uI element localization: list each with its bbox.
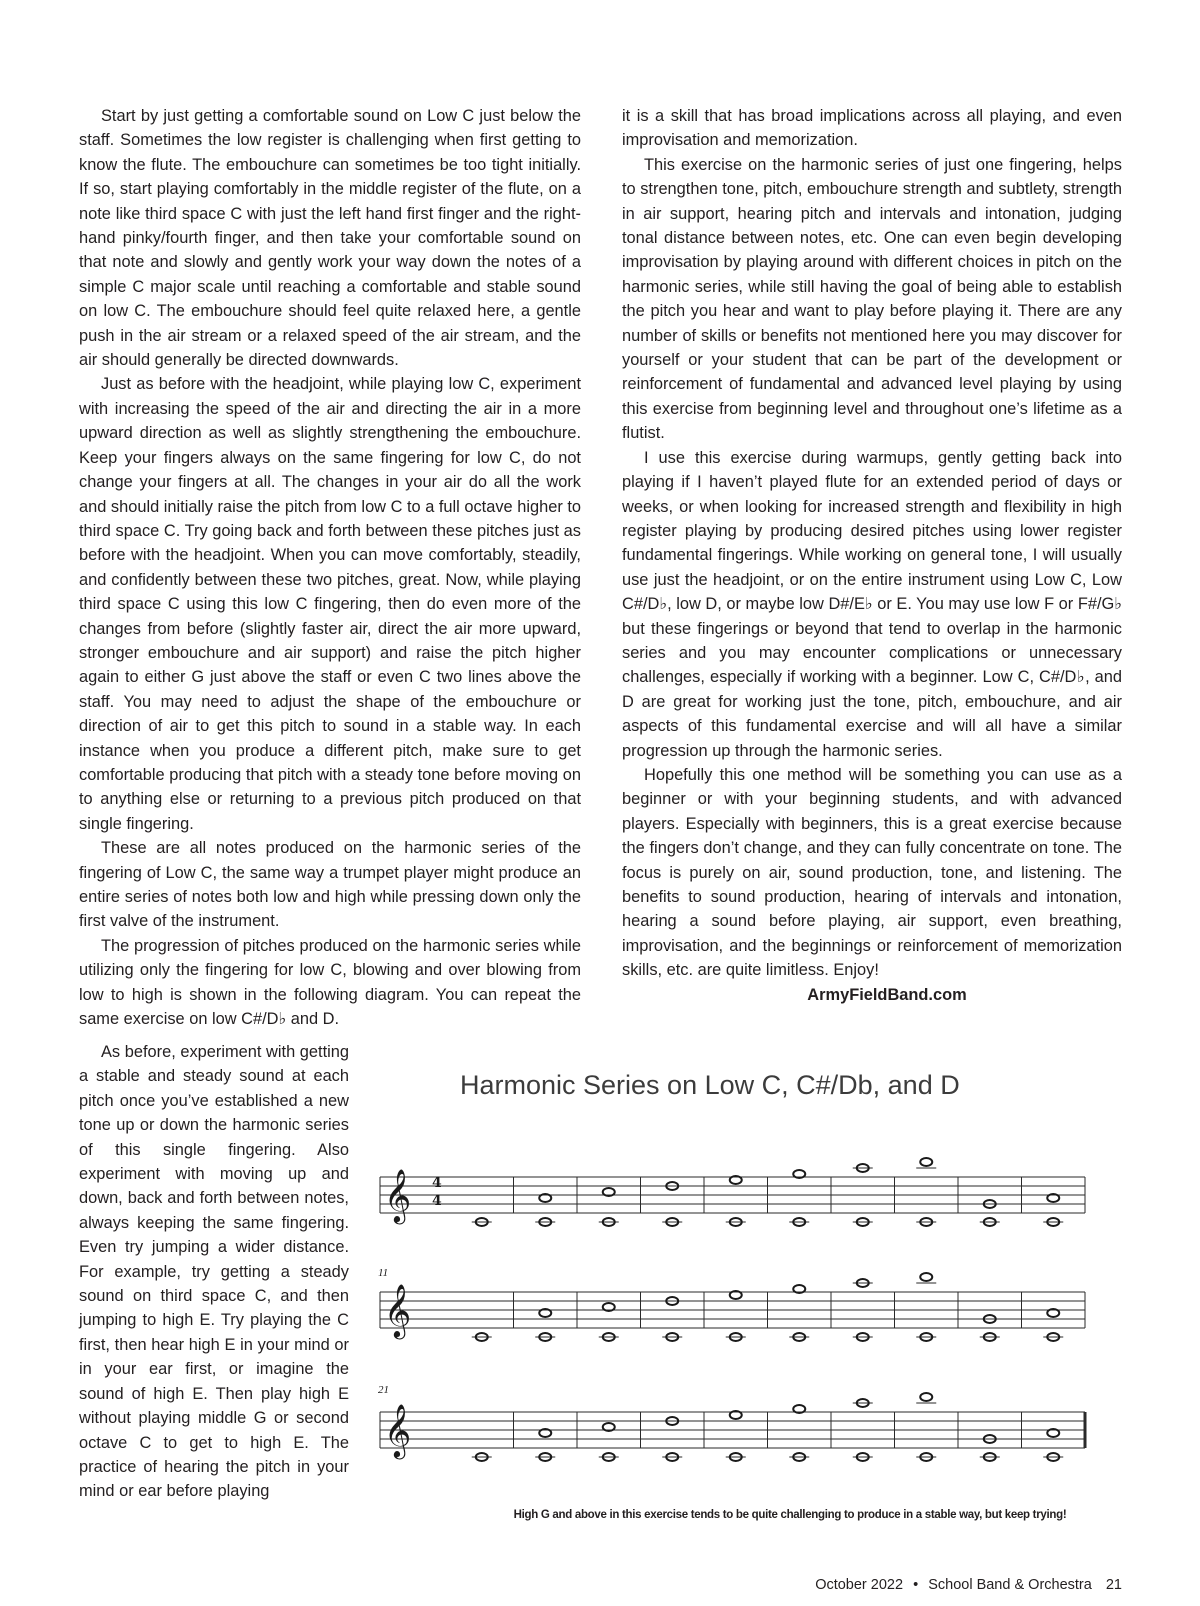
paragraph: This exercise on the harmonic series of just one fingering, helps to strengthen tone, pitch, embouchure strength and subtlety, strength in air support, hearing pitch and intervals and intonation, judging tonal distance between notes, etc. One can even begin developing improvisation by playing around with different choices in pitch on the harmonic series, while still having the goal of being able to establish the pitch you hear and want to play before playing it. There are any number of skills or benefits not mentioned here you may discover for yourself or your student that can be part of the development or reinforcement of fundamental and advanced level playing by using this exercise from beginning level and throughout one’s lifetime as a flutist. — [622, 155, 1122, 443]
harmonic-series-diagram — [360, 1065, 1130, 1485]
paragraph: These are all notes produced on the harmonic series of the fingering of Low C, the same way a trumpet player might produce an entire series of notes both low and high while pressing down only the first valve of the instrument. — [79, 839, 581, 931]
paragraph: The progression of pitches produced on the harmonic series while utilizing only the fingering for low C, blowing and over blowing from low to high is shown in the following diagram. You can repeat the same exercise on low C#/D♭ and D. — [79, 936, 581, 1029]
paragraph: Start by just getting a comfortable sound on Low C just below the staff. Sometimes the low register is challenging when first getting to know the flute. The embouchure can sometimes be too tight initially. If so, start playing comfortably in the middle register of the flute, on a note like third space C with just the left hand first finger and the right-hand pinky/fourth finger, and then take your comfortable sound on that note and slowly and gently work your way down the notes of a simple C major scale until reaching a comfortable and stable sound on low C. The embouchure should feel quite relaxed here, a gentle push in the air stream or a relaxed speed of the air stream, and the air should generally be directed downwards. — [79, 107, 581, 370]
article-right-column — [622, 104, 1122, 1007]
paragraph: I use this exercise during warmups, gently getting back into playing if I haven’t played flute for an extended period of days or weeks, or when looking for increased strength and flexibility in high register playing by producing desired pitches using lower register fundamental fingerings. While working on general tone, I will usually use just the headjoint, or on the entire instrument using Low C, Low C#/D♭, low D, or maybe low D#/E♭ or E. You may use low F or F#/G♭ but these fingerings or beyond that tend to overlap in the harmonic series and you may encounter complications or unnecessary challenges, especially if working with a beginner. Low C, C#/D♭, and D are great for working just the tone, pitch, embouchure, and air aspects of this fundamental exercise and will all have a similar progression up through the harmonic series. — [622, 448, 1122, 760]
footer-issue: October 2022 — [815, 1577, 904, 1593]
treble-clef: 𝄞 — [384, 1403, 412, 1457]
diagram-caption: High G and above in this exercise tends to be quite challenging to produce in a stable way, but keep trying! — [513, 1509, 1067, 1521]
paragraph: As before, experiment with getting a stable and steady sound at each pitch once you’ve established a new tone up or down the harmonic series of this single fingering. Also experiment with moving up and down, back and forth between notes, always keeping the same fingering. Even try jumping a wider distance. For example, try getting a steady sound on third space C, and then jumping to high E. Try playing the C first, then hear high E in your mind or in your ear first, or imagine the sound of high E. Then play high E without playing middle G or second octave C to get to high E. The practice of hearing the pitch in your mind or ear before playing — [79, 1043, 349, 1501]
treble-clef: 𝄞 — [384, 1168, 412, 1222]
diagram-title: Harmonic Series on Low C, C#/Db, and D — [460, 1070, 960, 1100]
credit-line: ArmyFieldBand.com — [807, 985, 967, 1004]
time-signature-bottom: 4 — [432, 1193, 442, 1209]
article-bottom-left-column — [79, 1040, 349, 1504]
paragraph-continuation: it is a skill that has broad implications across all playing, and even improvisation and memorization. — [622, 107, 1122, 150]
article-left-column — [79, 104, 581, 1031]
whole-note — [920, 1393, 932, 1401]
time-signature-top: 4 — [432, 1175, 442, 1191]
page-footer — [815, 1577, 1122, 1593]
measure-number: 11 — [378, 1267, 389, 1279]
measure-number: 21 — [378, 1384, 389, 1396]
paragraph: Hopefully this one method will be something you can use as a beginner or with your beginning students, and with advanced players. Especially with beginners, this is a great exercise because the fingers don’t change, and they can fully concentrate on tone. The focus is purely on air, sound production, tone, and listening. The benefits to sound production, hearing of intervals and intonation, hearing a sound before playing, air support, even breathing, improvisation, and the beginnings or reinforcement of memorization skills, etc. are quite limitless. Enjoy! — [622, 765, 1122, 980]
paragraph: Just as before with the headjoint, while playing low C, experiment with increasing the speed of the air and directing the air in a more upward direction as well as slightly strengthening the embouchure. Keep your fingers always on the same fingering for low C, do not change your fingers at all. The changes in your air do all the work and should initially raise the pitch from low C to a full octave higher to third space C. Try going back and forth between these pitches just as before with the headjoint. When you can move comfortably, steadily, and confidently between these two pitches, great. Now, while playing third space C using this low C fingering, then do even more of the changes from before (slightly faster air, direct the air more upward, stronger embouchure and air support) and raise the pitch higher again to either G just above the staff or even C two lines above the staff. You may need to adjust the shape of the embouchure or direction of air to get this pitch to sound in a stable way. In each instance when you produce a different pitch, make sure to get comfortable producing that pitch with a steady tone before moving on to anything else or returning to a previous pitch produced on that single fingering. — [79, 375, 581, 833]
footer-publication: School Band & Orchestra — [928, 1577, 1092, 1593]
footer-separator: • — [913, 1577, 919, 1593]
treble-clef: 𝄞 — [384, 1283, 412, 1337]
whole-note — [920, 1273, 932, 1281]
footer-page-number: 21 — [1105, 1577, 1122, 1593]
whole-note — [920, 1158, 932, 1166]
